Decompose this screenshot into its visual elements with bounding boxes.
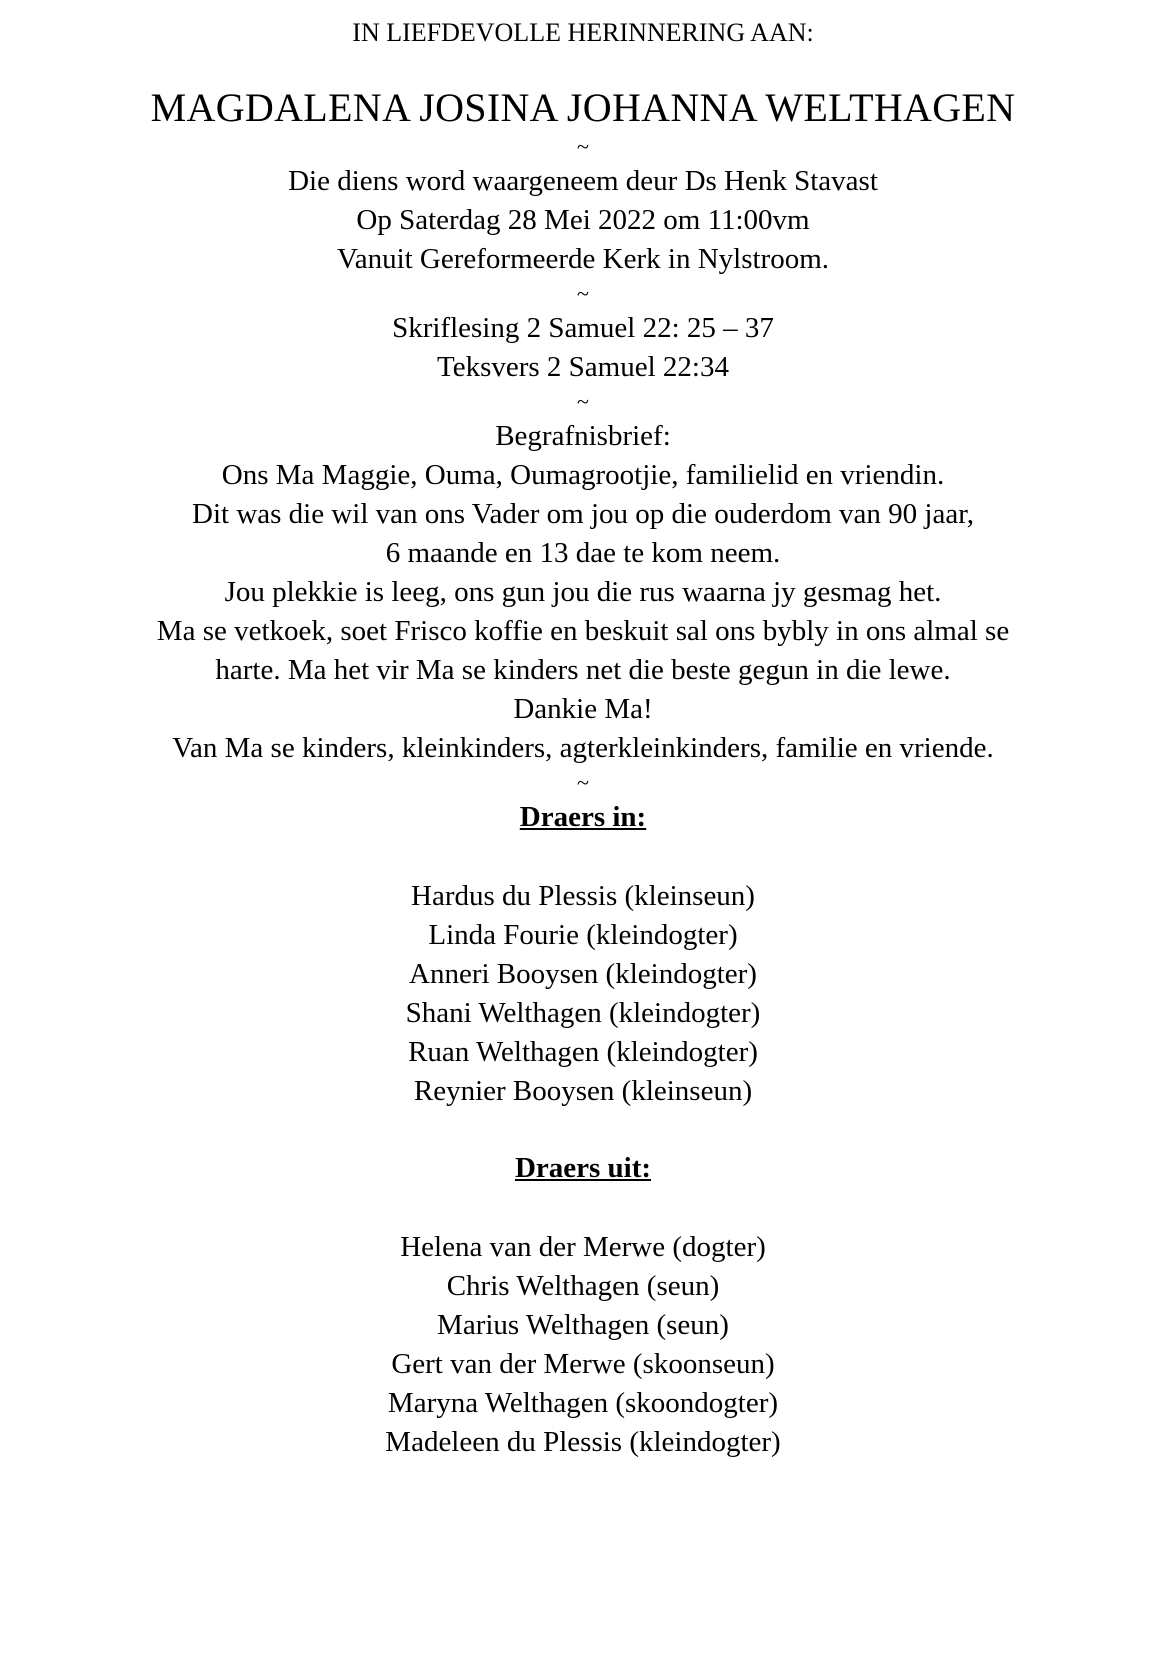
scripture-reading: Skriflesing 2 Samuel 22: 25 – 37 <box>392 312 774 344</box>
bearers-out-section <box>0 1149 1166 1462</box>
service-date-time: Op Saterdag 28 Mei 2022 om 11:00vm <box>356 204 810 236</box>
funeral-letter-line: 6 maande en 13 dae te kom neem. <box>385 537 781 569</box>
service-officiant: Die diens word waargeneem deur Ds Henk Stavast <box>288 165 878 197</box>
deceased-name: MAGDALENA JOSINA JOHANNA WELTHAGEN <box>150 85 1016 130</box>
bearer-in-item: Hardus du Plessis (kleinseun) <box>411 880 755 912</box>
separator-2: ~ <box>577 281 589 306</box>
funeral-letter-line: Dit was die wil van ons Vader om jou op die ouderdom van 90 jaar, <box>192 498 974 530</box>
bearers-in-section <box>0 798 1166 1111</box>
funeral-letter-line: Jou plekkie is leeg, ons gun jou die rus waarna jy gesmag het. <box>224 576 942 608</box>
bearer-out-item: Maryna Welthagen (skoondogter) <box>387 1387 779 1419</box>
bearer-in-item: Ruan Welthagen (kleindogter) <box>408 1036 758 1068</box>
text-verse: Teksvers 2 Samuel 22:34 <box>437 351 729 383</box>
separator-4: ~ <box>577 770 589 795</box>
funeral-letter-line: Ma se vetkoek, soet Frisco koffie en beskuit sal ons bybly in ons almal se <box>156 615 1010 647</box>
funeral-letter <box>0 417 1166 768</box>
bearer-in-item: Reynier Booysen (kleinseun) <box>413 1075 753 1107</box>
bearer-out-item: Marius Welthagen (seun) <box>437 1309 729 1341</box>
bearer-out-item: Gert van der Merwe (skoonseun) <box>391 1348 775 1380</box>
separator-1: ~ <box>577 134 589 159</box>
funeral-letter-line: harte. Ma het vir Ma se kinders net die beste gegun in die lewe. <box>215 654 951 686</box>
bearers-in-heading: Draers in: <box>519 801 647 833</box>
bearer-in-item: Shani Welthagen (kleindogter) <box>405 997 761 1029</box>
scripture-details <box>0 309 1166 387</box>
memorial-intro: IN LIEFDEVOLLE HERINNERING AAN: <box>352 18 814 47</box>
bearer-out-item: Helena van der Merwe (dogter) <box>400 1231 766 1263</box>
bearer-in-item: Linda Fourie (kleindogter) <box>428 919 738 951</box>
bearer-out-item: Chris Welthagen (seun) <box>446 1270 720 1302</box>
bearer-out-item: Madeleen du Plessis (kleindogter) <box>385 1426 781 1458</box>
bearers-out-heading: Draers uit: <box>514 1152 652 1184</box>
service-details <box>0 162 1166 279</box>
service-venue: Vanuit Gereformeerde Kerk in Nylstroom. <box>336 243 830 275</box>
funeral-letter-title: Begrafnisbrief: <box>495 420 671 452</box>
separator-3: ~ <box>577 389 589 414</box>
funeral-letter-line: Van Ma se kinders, kleinkinders, agterkleinkinders, familie en vriende. <box>172 732 994 764</box>
bearer-in-item: Anneri Booysen (kleindogter) <box>409 958 757 990</box>
funeral-letter-line: Dankie Ma! <box>513 693 653 725</box>
funeral-letter-line: Ons Ma Maggie, Ouma, Oumagrootjie, familielid en vriendin. <box>221 459 945 491</box>
